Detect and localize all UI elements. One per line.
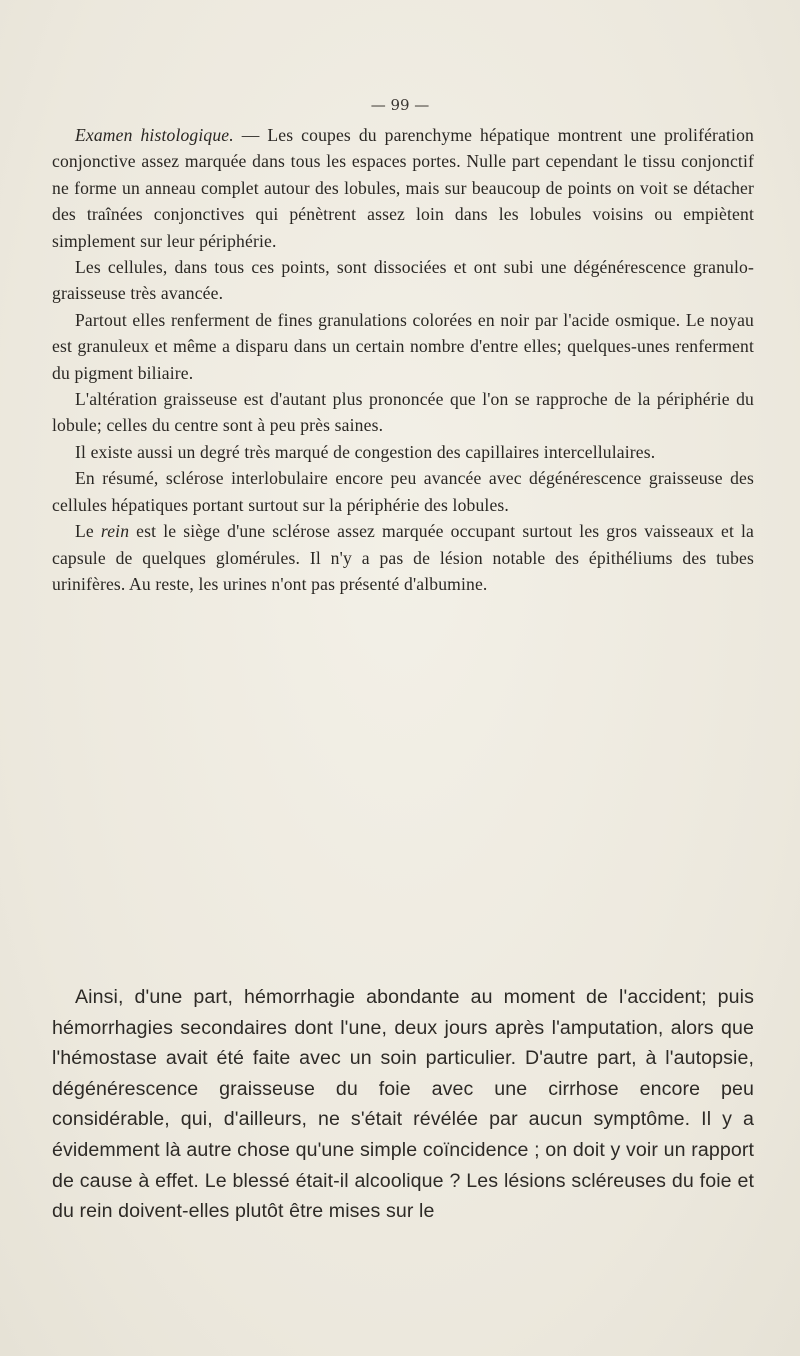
paragraph-cells: Les cellules, dans tous ces points, sont dissociées et ont subi une dégénérescence granulo-graisseuse très avancée.: [52, 257, 754, 304]
paragraph-granulations: Partout elles renferment de fines granulations colorées en noir par l'acide osmique. Le noyau est granuleux et même a disparu dans un certain nombre d'entre elles; quelques-unes renferment du pigment biliaire.: [52, 309, 754, 383]
paragraph-histology-intro: [52, 122, 754, 254]
kidney-text: est le siège d'une sclérose assez marquée occupant surtout les gros vaisseaux et la capsule de quelques glomérules. Il n'y a pas de lésion notable des épithéliums des tubes urinifères. Au reste, les urines n'ont pas présenté d'albumine.: [52, 521, 754, 594]
paragraph-congestion: Il existe aussi un degré très marqué de congestion des capillaires intercellulaires.: [75, 441, 656, 462]
page-number: — 99 —: [370, 96, 430, 114]
paragraph-summary: En résumé, sclérose interlobulaire encore peu avancée avec dégénérescence graisseuse des cellules hépatiques portant surtout sur la périphérie des lobules.: [52, 468, 754, 515]
kidney-prefix: Le: [75, 521, 101, 542]
paragraph-text: — Les coupes du parenchyme hépatique montrent une prolifération conjonctive assez marquée dans tous les espaces portes. Nulle part cependant le tissu conjonctif ne forme un anneau complet autour des lobules, mais sur beaucoup de points on voit se détacher des traînées conjonctives qui pénètrent assez loin dans les lobules voisins ou empiètent simplement sur leur périphérie.: [52, 125, 754, 251]
section-heading: Examen histologique.: [75, 125, 234, 145]
paragraph-conclusion: Ainsi, d'une part, hémorrhagie abondante au moment de l'accident; puis hémorrhagies secondaires dont l'une, deux jours après l'amputation, alors que l'hémostase avait été faite avec un soin particulier. D'autre part, à l'autopsie, dégénérescence graisseuse du foie avec une cirrhose encore peu considérable, qui, d'ailleurs, ne s'était révélée par aucun symptôme. Il y a évidemment là autre chose qu'une simple coïncidence ; on doit y voir un rapport de cause à effet. Le blessé était-il alcoolique ? Les lésions scléreuses du foie et du rein doivent-elles plutôt être mises sur le: [52, 986, 754, 1223]
paragraph-fatty-alteration: L'altération graisseuse est d'autant plus prononcée que l'on se rapproche de la périphérie du lobule; celles du centre sont à peu près saines.: [52, 389, 754, 436]
kidney-term: rein: [100, 521, 130, 542]
paragraph-kidney: [52, 518, 754, 597]
conclusion-section: [52, 982, 754, 1227]
histology-section: [52, 122, 754, 597]
